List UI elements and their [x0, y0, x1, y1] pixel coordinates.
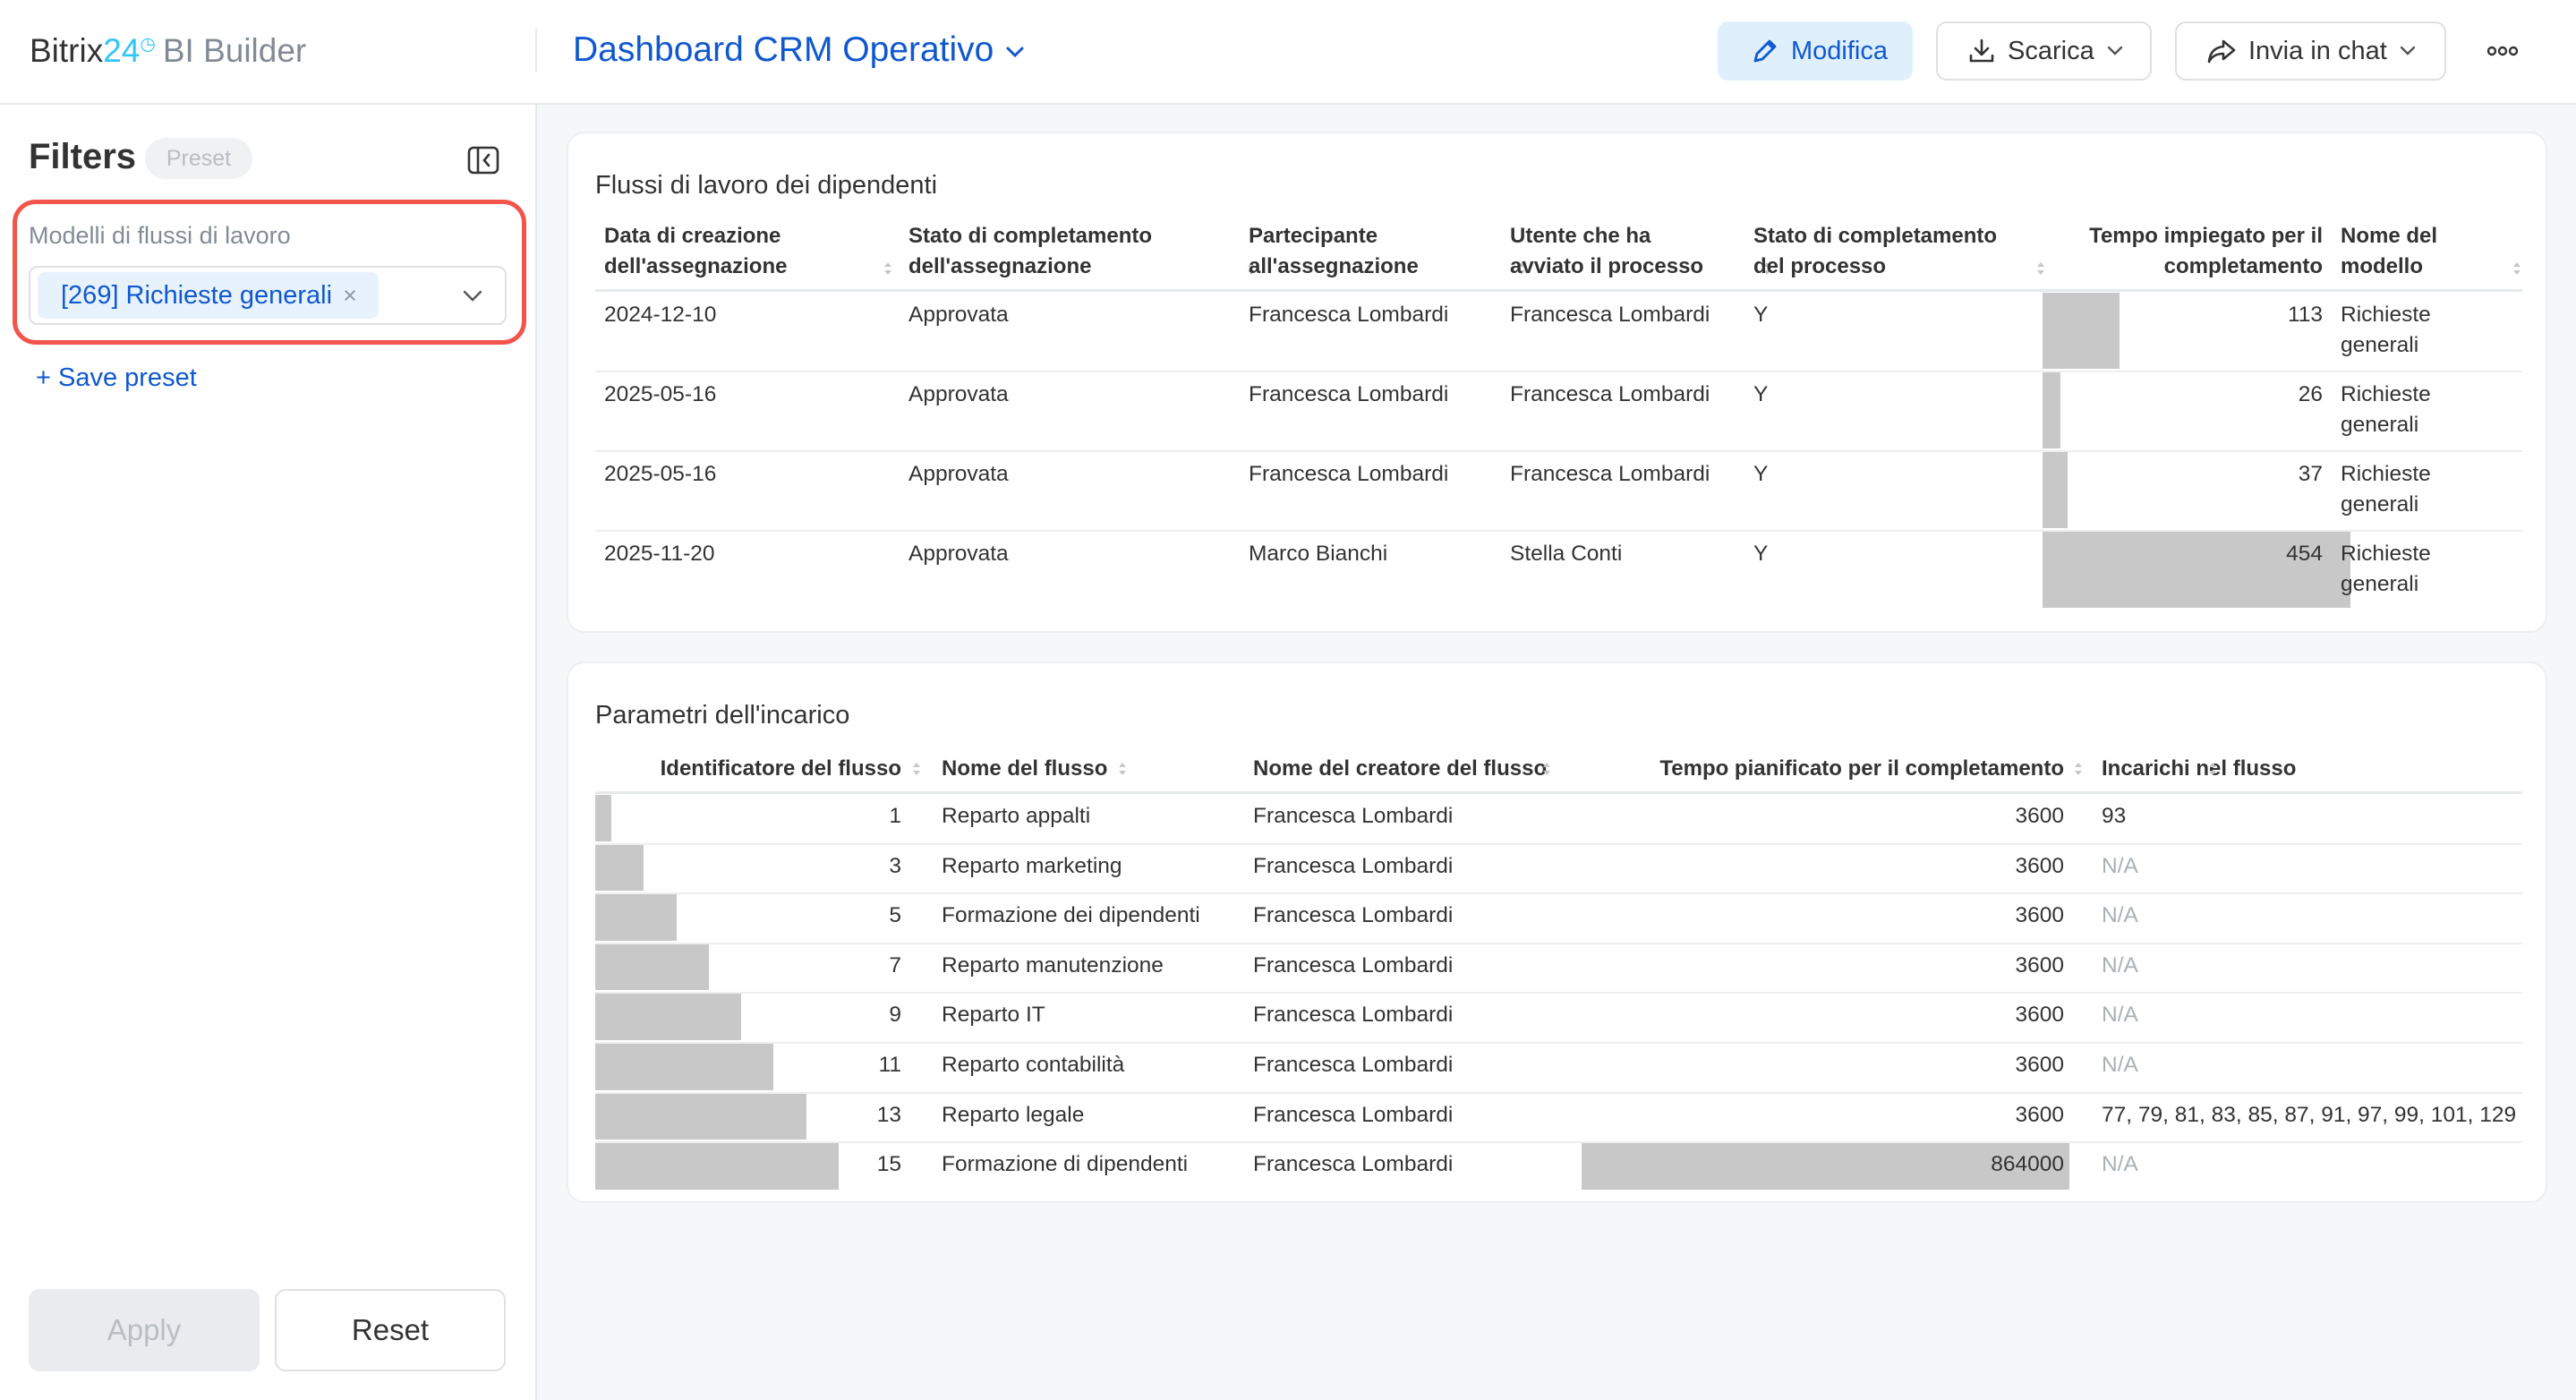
id-bar [595, 994, 741, 1040]
column-header-line: modello [2341, 254, 2424, 278]
cell-process-status: Y [1753, 542, 1769, 566]
cell-planned-time: 3600 [2015, 804, 2064, 828]
column-header-line: completamento [2163, 254, 2323, 278]
download-button[interactable] [1936, 21, 2152, 81]
id-bar [595, 1094, 806, 1140]
cell-planned-time: 3600 [2015, 952, 2064, 977]
apply-button[interactable]: Apply [29, 1289, 260, 1371]
cell-model-name [2341, 380, 2431, 440]
cell-model-name [2341, 300, 2431, 361]
column-header-line: Tempo impiegato per il [2089, 224, 2323, 248]
cell-planned-time: 3600 [2015, 1053, 2064, 1077]
cell-tasks: 77, 79, 81, 83, 85, 87, 91, 97, 99, 101, 129 [2102, 1102, 2517, 1127]
cell-participant: Francesca Lombardi [1249, 382, 1449, 406]
column-header[interactable]: Tempo pianificato per il completamento [1659, 756, 2064, 781]
cell-flow-name: Reparto manutenzione [942, 952, 1164, 977]
column-header[interactable] [1753, 221, 2031, 282]
cell-date: 2025-05-16 [604, 462, 717, 486]
cell-tasks: N/A [2102, 853, 2138, 878]
cell-date: 2024-12-10 [604, 303, 717, 327]
cell-initiator: Stella Conti [1510, 542, 1623, 566]
more-icon[interactable] [2485, 38, 2521, 64]
cell-participant: Francesca Lombardi [1249, 462, 1449, 486]
id-bar [595, 795, 611, 841]
column-header-line: Stato di completamento [1753, 224, 1998, 248]
sort-icon[interactable] [2511, 259, 2523, 278]
row-divider [595, 371, 2522, 372]
clock-icon: ◷ [140, 34, 156, 55]
selected-tag[interactable] [38, 272, 379, 319]
cell-flow-id: 11 [878, 1053, 901, 1077]
employee-workflows-table [595, 221, 2522, 615]
cell-flow-creator: Francesca Lombardi [1253, 804, 1454, 828]
column-header-line: all'assegnazione [1249, 254, 1419, 278]
cell-flow-creator: Francesca Lombardi [1253, 1003, 1454, 1028]
cell-process-status: Y [1753, 382, 1769, 406]
preset-badge[interactable]: Preset [145, 138, 252, 179]
chevron-down-icon [2398, 44, 2418, 58]
workflow-model-select[interactable] [29, 266, 507, 325]
column-header[interactable]: Identificatore del flusso [660, 756, 901, 781]
column-header[interactable] [1249, 221, 1499, 282]
cell-tasks: N/A [2102, 1003, 2138, 1028]
column-header-line: Stato di completamento [908, 224, 1153, 248]
task-parameters-card [567, 662, 2547, 1203]
id-bar [595, 944, 709, 991]
cell-time: 113 [2287, 303, 2323, 327]
sort-icon[interactable] [2072, 759, 2085, 779]
pencil-icon [1750, 36, 1780, 66]
column-header[interactable]: Nome del flusso [942, 756, 1108, 781]
cell-status: Approvata [908, 382, 1009, 406]
column-header-line: Data di creazione [604, 224, 781, 248]
edit-button[interactable] [1718, 21, 1913, 81]
cell-model-name [2341, 459, 2431, 520]
sort-icon[interactable] [2206, 759, 2219, 779]
cell-flow-id: 13 [876, 1102, 901, 1127]
remove-tag-icon[interactable]: × [343, 281, 357, 309]
bitrix24-logo[interactable]: Bitrix24◷ BI Builder [30, 32, 307, 69]
cell-date: 2025-05-16 [604, 382, 717, 406]
cell-tasks: 93 [2102, 804, 2127, 828]
cell-tasks: N/A [2102, 952, 2138, 977]
row-divider [595, 992, 2522, 994]
cell-model-name [2341, 539, 2431, 600]
cell-planned-time: 3600 [2015, 853, 2064, 878]
cell-flow-name: Formazione di dipendenti [942, 1152, 1189, 1177]
column-header-line: dell'assegnazione [908, 254, 1092, 278]
model-line: Richieste [2341, 303, 2431, 327]
filters-sidebar [0, 105, 537, 1400]
model-line: generali [2341, 492, 2419, 516]
cell-status: Approvata [908, 303, 1009, 327]
row-divider [595, 1141, 2522, 1143]
send-to-chat-button[interactable] [2175, 21, 2446, 81]
row-divider [595, 892, 2522, 894]
cell-flow-creator: Francesca Lombardi [1253, 1053, 1454, 1077]
cell-flow-id: 15 [876, 1152, 901, 1177]
model-line: generali [2341, 333, 2419, 357]
cell-flow-name: Reparto IT [942, 1003, 1045, 1028]
cell-date: 2025-11-20 [604, 542, 715, 566]
cell-tasks: N/A [2102, 1053, 2138, 1077]
filters-title: Filters [29, 137, 137, 176]
cell-flow-id: 1 [889, 804, 901, 828]
column-header[interactable]: Nome del creatore del flusso [1253, 756, 1548, 781]
download-icon [1966, 36, 1997, 66]
sort-icon[interactable] [1116, 759, 1129, 779]
cell-flow-creator: Francesca Lombardi [1253, 952, 1454, 977]
chevron-down-icon[interactable] [1003, 43, 1027, 61]
cell-flow-id: 7 [889, 952, 901, 977]
cell-flow-name: Reparto appalti [942, 804, 1091, 828]
cell-time: 26 [2298, 382, 2323, 406]
cell-participant: Francesca Lombardi [1249, 303, 1449, 327]
edit-label: Modifica [1791, 36, 1888, 65]
cell-time: 37 [2298, 462, 2323, 486]
card-title: Parametri dell'incarico [595, 701, 850, 730]
cell-initiator: Francesca Lombardi [1510, 303, 1710, 327]
cell-status: Approvata [908, 462, 1009, 486]
sort-icon[interactable] [882, 259, 894, 278]
column-header-line: avviato il processo [1510, 254, 1704, 278]
column-header[interactable] [908, 221, 1240, 282]
product-name: BI Builder [162, 32, 307, 69]
header-divider [595, 289, 2522, 292]
row-divider [595, 843, 2522, 845]
id-bar [595, 894, 677, 941]
cell-flow-id: 9 [889, 1003, 901, 1028]
column-header[interactable] [604, 221, 891, 282]
model-line: Richieste [2341, 542, 2431, 566]
id-bar [595, 1044, 773, 1090]
cell-process-status: Y [1753, 303, 1769, 327]
cell-initiator: Francesca Lombardi [1510, 382, 1710, 406]
cell-participant: Marco Bianchi [1249, 542, 1388, 566]
sort-icon[interactable] [2034, 259, 2047, 278]
download-label: Scarica [2008, 36, 2094, 65]
send-label: Invia in chat [2248, 36, 2387, 65]
row-divider [595, 943, 2522, 944]
column-header[interactable]: Incarichi nel flusso [2102, 756, 2297, 781]
column-header[interactable] [2054, 221, 2323, 282]
sort-icon[interactable] [910, 759, 923, 779]
column-header-line: Utente che ha [1510, 224, 1651, 248]
row-divider [595, 1092, 2522, 1094]
column-header-line: Partecipante [1249, 224, 1378, 248]
column-header[interactable] [1510, 221, 1734, 282]
cell-tasks: N/A [2102, 1152, 2138, 1177]
column-header[interactable] [2341, 221, 2511, 282]
cell-flow-name: Reparto legale [942, 1102, 1085, 1127]
id-bar [595, 845, 644, 892]
cell-planned-time: 3600 [2015, 1003, 2064, 1028]
top-bar [0, 0, 2576, 105]
reset-button[interactable]: Reset [275, 1289, 506, 1371]
dashboard-title[interactable]: Dashboard CRM Operativo [573, 30, 994, 69]
cell-planned-time: 3600 [2015, 903, 2064, 928]
cell-flow-name: Formazione dei dipendenti [942, 903, 1200, 928]
time-bar [2043, 293, 2120, 369]
time-bar [2043, 372, 2060, 448]
filter-label: Modelli di flussi di lavoro [29, 222, 291, 249]
share-icon [2205, 36, 2238, 66]
cell-planned-time: 3600 [2015, 1102, 2064, 1127]
model-line: generali [2341, 572, 2419, 596]
cell-flow-creator: Francesca Lombardi [1253, 853, 1454, 878]
cell-flow-creator: Francesca Lombardi [1253, 1102, 1454, 1127]
cell-flow-id: 5 [889, 903, 901, 928]
selected-tag-label: [269] Richieste generali [61, 280, 333, 310]
row-divider [595, 1042, 2522, 1044]
chevron-down-icon [2105, 44, 2125, 58]
cell-flow-id: 3 [889, 853, 901, 878]
cell-planned-time: 864000 [1991, 1152, 2064, 1177]
cell-process-status: Y [1753, 462, 1769, 486]
employee-workflows-card [567, 132, 2547, 633]
cell-flow-name: Reparto contabilità [942, 1053, 1125, 1077]
cell-flow-name: Reparto marketing [942, 853, 1122, 878]
cell-status: Approvata [908, 542, 1009, 566]
model-line: generali [2341, 413, 2419, 437]
save-preset-link[interactable]: + Save preset [36, 363, 197, 392]
cell-initiator: Francesca Lombardi [1510, 462, 1710, 486]
collapse-panel-icon[interactable] [465, 144, 501, 176]
cell-flow-creator: Francesca Lombardi [1253, 1152, 1454, 1177]
time-bar [2043, 452, 2068, 528]
card-title: Flussi di lavoro dei dipendenti [595, 171, 938, 200]
cell-flow-creator: Francesca Lombardi [1253, 903, 1454, 928]
id-bar [595, 1143, 839, 1190]
column-header-line: Nome del [2341, 224, 2438, 248]
model-line: Richieste [2341, 462, 2431, 486]
column-header-line: del processo [1753, 254, 1887, 278]
cell-tasks: N/A [2102, 903, 2138, 928]
column-header-line: dell'assegnazione [604, 254, 788, 278]
cell-time: 454 [2286, 542, 2323, 566]
model-line: Richieste [2341, 382, 2431, 406]
chevron-down-icon[interactable] [462, 289, 483, 303]
row-divider [595, 450, 2522, 452]
task-parameters-table [595, 750, 2522, 1180]
header-divider [595, 791, 2522, 794]
divider [535, 29, 537, 72]
